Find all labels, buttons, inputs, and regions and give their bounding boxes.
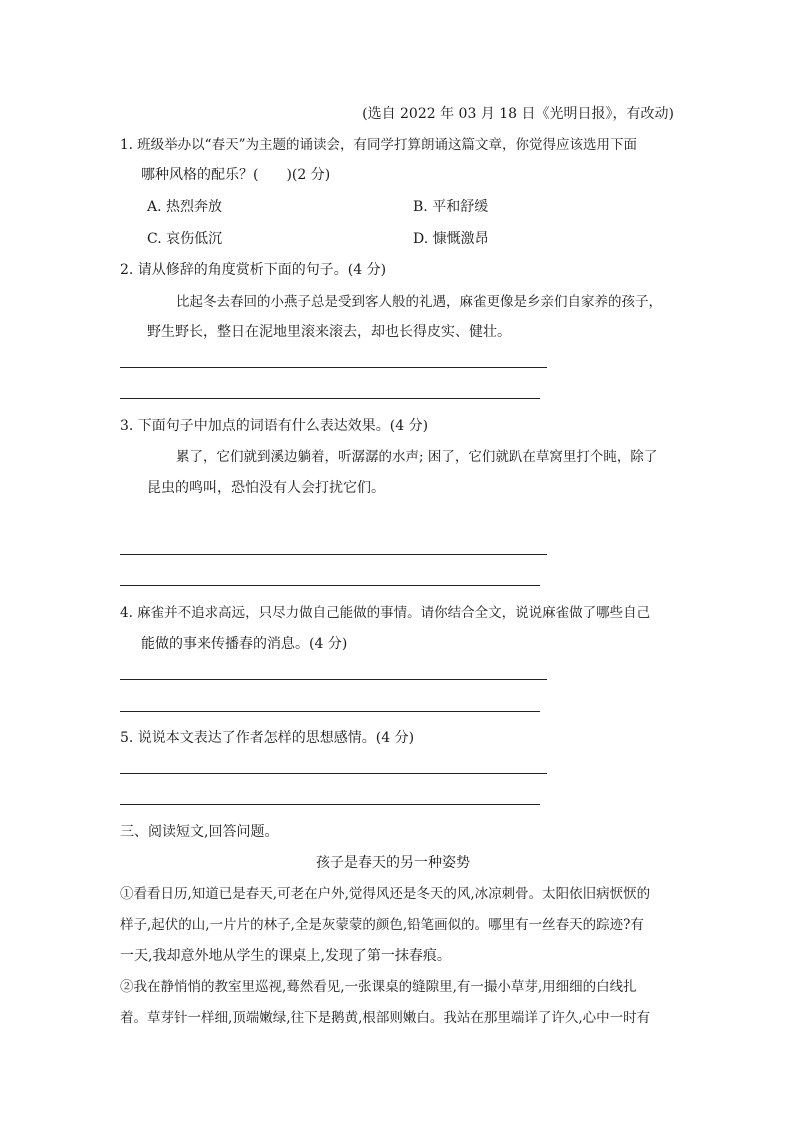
section3-heading: 三、阅读短文,回答问题。 — [120, 824, 279, 840]
q4-text-line2: 能做的事来传播春的消息。(4 分) — [141, 636, 348, 652]
q2-quote-line1: 比起冬去春回的小燕子总是受到客人般的礼遇，麻雀更像是乡亲们自家养的孩子， — [176, 294, 662, 310]
q1-option-b: B. 平和舒缓 — [413, 199, 489, 215]
q3-quote-line2: 昆虫的鸣叫，恐怕没有人会打扰它们。 — [147, 480, 385, 496]
q2-prompt: 2. 请从修辞的角度赏析下面的句子。(4 分) — [120, 262, 387, 278]
q4-text-line1: 4. 麻雀并不追求高远，只尽力做自己能做的事情。请你结合全文，说说麻雀做了哪些自己 — [120, 605, 651, 621]
q2-quote-line2: 野生野长，整日在泥地里滚来滚去，却也长得皮实、健壮。 — [147, 324, 511, 340]
q4-answer-line-2 — [120, 711, 540, 712]
passage-title: 孩子是春天的另一种姿势 — [316, 855, 470, 871]
q2-answer-line-2 — [120, 398, 540, 399]
passage-p1-line1: ①看看日历,知道已是春天,可老在户外,觉得风还是冬天的风,冰凉刺骨。太阳依旧病恹恹的 — [120, 886, 651, 902]
passage-p1-line2: 样子,起伏的山,一片片的林子,全是灰蒙蒙的颜色,铅笔画似的。哪里有一丝春天的踪迹?有 — [120, 917, 644, 933]
q1-text-line1: 1. 班级举办以“春天”为主题的诵读会，有同学打算朗诵这篇文章，你觉得应该选用下面 — [120, 137, 637, 153]
q3-quote-line1: 累了，它们就到溪边躺着，听潺潺的水声; 困了，它们就趴在草窝里打个盹，除了 — [176, 449, 658, 465]
q5-prompt: 5. 说说本文表达了作者怎样的思想感情。(4 分) — [120, 730, 415, 746]
q3-answer-line-1 — [120, 554, 547, 555]
source-citation: (选自 2022 年 03 月 18 日《光明日报》，有改动) — [362, 106, 674, 122]
q3-prompt: 3. 下面句子中加点的词语有什么表达效果。(4 分) — [120, 418, 429, 434]
q3-answer-line-2 — [120, 585, 540, 586]
q1-option-c: C. 哀伤低沉 — [147, 231, 223, 247]
passage-p1-line3: 一天,我却意外地从学生的课桌上,发现了第一抹春痕。 — [120, 948, 451, 964]
q4-answer-line-1 — [120, 679, 547, 680]
q1-text-line2: 哪种风格的配乐？( )(2 分) — [141, 167, 331, 183]
q1-option-a: A. 热烈奔放 — [147, 199, 223, 215]
passage-p2-line1: ②我在静悄悄的教室里巡视,蓦然看见,一张课桌的缝隙里,有一撮小草芽,用细细的白线扎 — [120, 979, 637, 995]
q5-answer-line-2 — [120, 804, 540, 805]
passage-p2-line2: 着。草芽针一样细,顶端嫩绿,往下是鹅黄,根部则嫩白。我站在那里端详了许久,心中一时有 — [120, 1010, 651, 1026]
q5-answer-line-1 — [120, 773, 547, 774]
q2-answer-line-1 — [120, 367, 547, 368]
q1-option-d: D. 慷慨激昂 — [413, 231, 489, 247]
